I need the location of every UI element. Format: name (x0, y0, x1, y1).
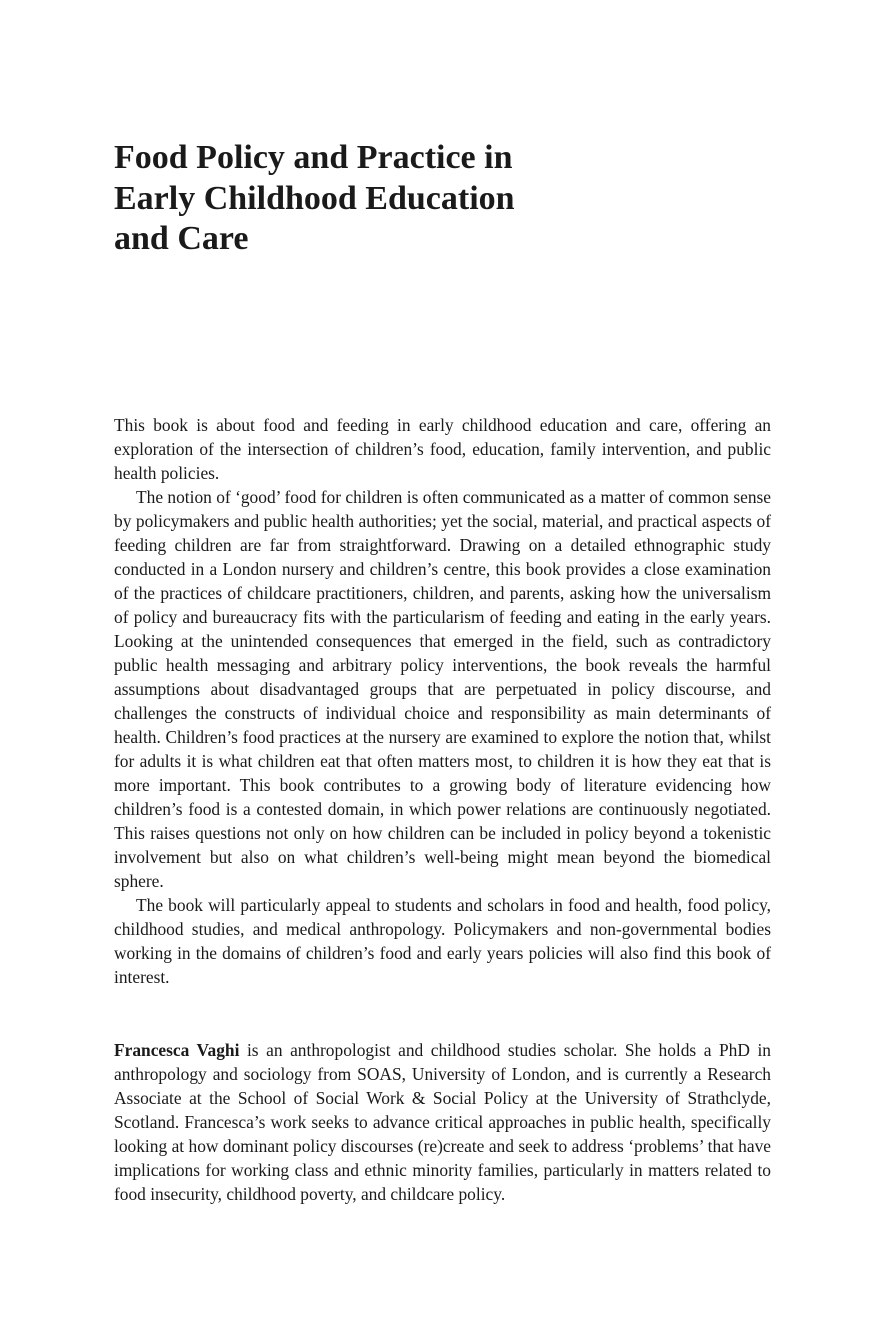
description-paragraph-1: This book is about food and feeding in early childhood education and care, offering an exploration of the intersection of children’s food, education, family intervention, and public health policies. (114, 415, 771, 483)
book-title-line-2: Early Childhood Education (114, 179, 515, 217)
author-biography (114, 1038, 771, 1206)
description-paragraph-3: The book will particularly appeal to students and scholars in food and health, food policy, childhood studies, and medical anthropology. Policymakers and non-governmental bodies working in the domains of children’s food and early years policies will also find this book of interest. (114, 895, 771, 987)
description-paragraph-2: The notion of ‘good’ food for children is often communicated as a matter of common sense by policymakers and public health authorities; yet the social, material, and practical aspects of feeding children are far from straightforward. Drawing on a detailed ethnographic study conducted in a London nursery and children’s centre, this book provides a close examination of the practices of childcare practitioners, children, and parents, asking how the universalism of policy and bureaucracy fits with the particularism of feeding and eating in the early years. Looking at the unintended consequences that emerged in the field, such as contradictory public health messaging and arbitrary policy interventions, the book reveals the harmful assumptions about disadvantaged groups that are perpetuated in policy discourse, and challenges the constructs of individual choice and responsibility as main determinants of health. Children’s food practices at the nursery are examined to explore the notion that, whilst for adults it is what children eat that often matters most, to children it is how they eat that is more important. This book contributes to a growing body of literature evidencing how children’s food is a contested domain, in which power relations are continuously negotiated. This raises questions not only on how children can be included in policy beyond a tokenistic involvement but also on what children’s well-being might mean beyond the biomedical sphere. (114, 487, 771, 891)
book-title (114, 138, 594, 260)
book-title-line-1: Food Policy and Practice in (114, 139, 513, 176)
book-title-line-3: and Care (114, 220, 249, 257)
author-name: Francesca Vaghi (114, 1040, 240, 1060)
book-description (114, 413, 771, 989)
author-bio-text: is an anthropologist and childhood studies scholar. She holds a PhD in anthropology and sociology from SOAS, University of London, and is currently a Research Associate at the School of Social Work & Social Policy at the University of Strathclyde, Scotland. Francesca’s work seeks to advance critical approaches in public health, specifically looking at how dominant policy discourses (re)create and seek to address ‘problems’ that have implications for working class and ethnic minority families, particularly in matters related to food insecurity, childhood poverty, and childcare policy. (114, 1040, 771, 1204)
